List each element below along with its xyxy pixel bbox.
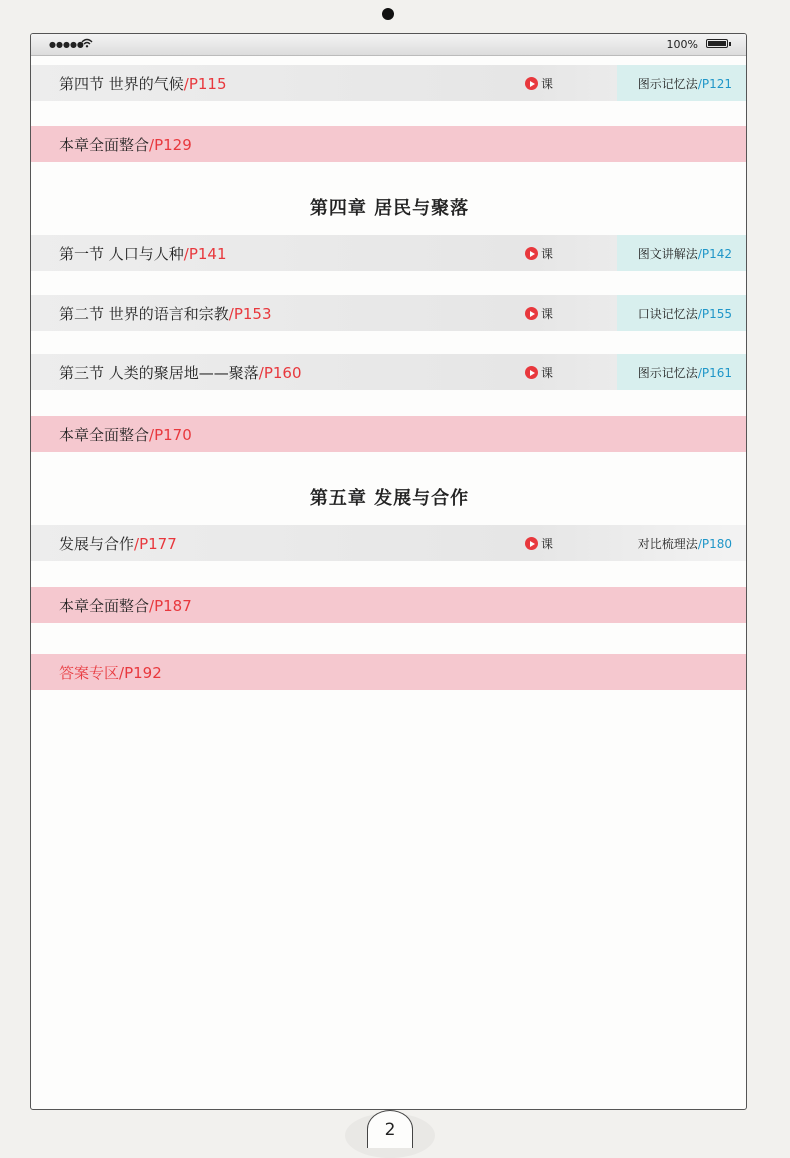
method-label: 图示记忆法/P161 — [637, 366, 732, 380]
lesson-link[interactable]: 课 — [525, 364, 553, 381]
lesson-link[interactable]: 课 — [525, 75, 553, 92]
method-box[interactable] — [617, 65, 747, 101]
method-label: 图文讲解法/P142 — [637, 247, 732, 261]
toc-row-answers[interactable] — [31, 654, 747, 690]
toc-row-summary[interactable] — [31, 587, 747, 623]
toc-row-title: 第三节 人类的聚居地——聚落/P160 — [59, 364, 302, 382]
method-label: 图示记忆法/P121 — [637, 77, 732, 91]
toc-row-summary[interactable] — [31, 126, 747, 162]
battery-percent: 100% — [666, 38, 698, 51]
method-box[interactable] — [617, 235, 747, 271]
status-bar — [31, 34, 746, 56]
play-icon — [525, 537, 538, 550]
method-box[interactable] — [617, 525, 747, 561]
method-label: 对比梳理法/P180 — [637, 537, 732, 551]
signal-icon: ●●●●● — [49, 40, 84, 49]
toc-row-title: 本章全面整合/P129 — [59, 136, 192, 154]
toc-row-title: 第四节 世界的气候/P115 — [59, 75, 227, 93]
chapter-heading: 第五章 发展与合作 — [309, 488, 470, 509]
toc-row-section[interactable] — [31, 235, 747, 271]
tablet-screen — [30, 33, 747, 1110]
lesson-link[interactable]: 课 — [525, 305, 553, 322]
battery-icon — [706, 39, 728, 48]
play-icon — [525, 366, 538, 379]
play-icon — [525, 77, 538, 90]
toc-row-title: 答案专区/P192 — [59, 664, 162, 682]
toc-row-title: 发展与合作/P177 — [59, 535, 177, 553]
lesson-link[interactable]: 课 — [525, 245, 553, 262]
page-number: 2 — [367, 1110, 413, 1148]
toc-row-section[interactable] — [31, 65, 747, 101]
toc-row-section[interactable] — [31, 354, 747, 390]
toc-row-title: 第一节 人口与人种/P141 — [59, 245, 227, 263]
method-box[interactable] — [617, 354, 747, 390]
chapter-heading: 第四章 居民与聚落 — [309, 198, 470, 219]
toc-row-summary[interactable] — [31, 416, 747, 452]
lesson-link[interactable]: 课 — [525, 535, 553, 552]
method-box[interactable] — [617, 295, 747, 331]
wifi-icon — [81, 38, 93, 51]
toc-row-title: 本章全面整合/P187 — [59, 597, 192, 615]
toc-row-title: 第二节 世界的语言和宗教/P153 — [59, 305, 272, 323]
toc-row-title: 本章全面整合/P170 — [59, 426, 192, 444]
method-label: 口诀记忆法/P155 — [637, 307, 732, 321]
toc-row-section[interactable] — [31, 525, 747, 561]
toc-row-section[interactable] — [31, 295, 747, 331]
front-camera — [382, 8, 394, 20]
play-icon — [525, 307, 538, 320]
play-icon — [525, 247, 538, 260]
